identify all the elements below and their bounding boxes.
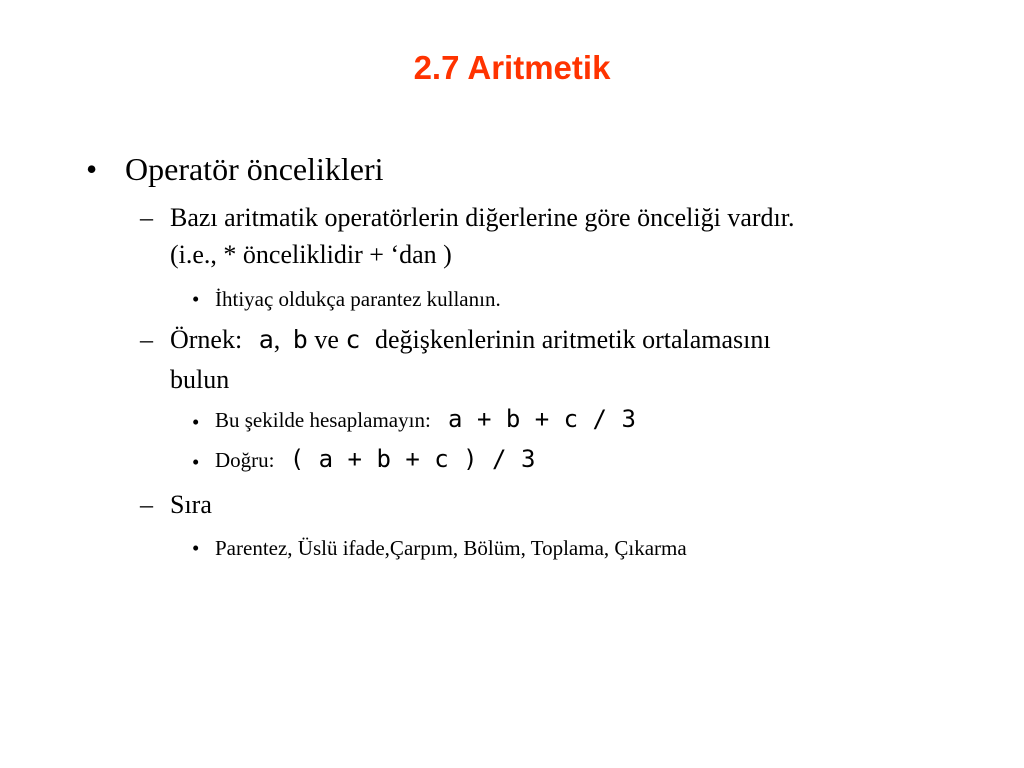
order-label: Sıra <box>170 490 212 519</box>
bullet-icon: • <box>192 450 200 474</box>
wrong-way-code: a + b + c / 3 <box>448 405 636 433</box>
example-line1 <box>170 324 771 356</box>
right-way-label: Doğru: <box>215 448 275 472</box>
dash-icon: – <box>140 203 153 232</box>
wrong-way-line <box>215 406 636 433</box>
item-precedence-line1: Bazı aritmatik operatörlerin diğerlerine göre önceliği vardır. <box>170 203 795 232</box>
var-b: b <box>292 325 308 354</box>
example-suffix: değişkenlerinin aritmetik ortalamasını <box>374 325 771 354</box>
order-list: Parentez, Üslü ifade,Çarpım, Bölüm, Toplama, Çıkarma <box>215 536 687 560</box>
bullet-operator-precedence: Operatör öncelikleri <box>125 151 384 187</box>
bullet-icon: • <box>192 536 200 560</box>
word-ve: ve <box>314 325 339 354</box>
example-label: Örnek: <box>170 325 243 354</box>
dash-icon: – <box>140 490 153 519</box>
bullet-icon: • <box>192 410 200 434</box>
bullet-icon: • <box>192 287 200 311</box>
comma: , <box>273 325 281 354</box>
slide-title: 2.7 Aritmetik <box>413 49 611 86</box>
dash-icon: – <box>140 325 153 354</box>
tip-use-parentheses: İhtiyaç oldukça parantez kullanın. <box>215 287 501 311</box>
wrong-way-label: Bu şekilde hesaplamayın: <box>215 408 431 432</box>
right-way-code: ( a + b + c ) / 3 <box>289 445 536 473</box>
item-precedence-line2: (i.e., * önceliklidir + ‘dan ) <box>170 240 452 269</box>
var-a: a <box>258 325 274 354</box>
example-line2: bulun <box>170 365 230 394</box>
var-c: c <box>345 325 361 354</box>
right-way-line <box>215 446 535 473</box>
bullet-icon: • <box>86 151 98 187</box>
